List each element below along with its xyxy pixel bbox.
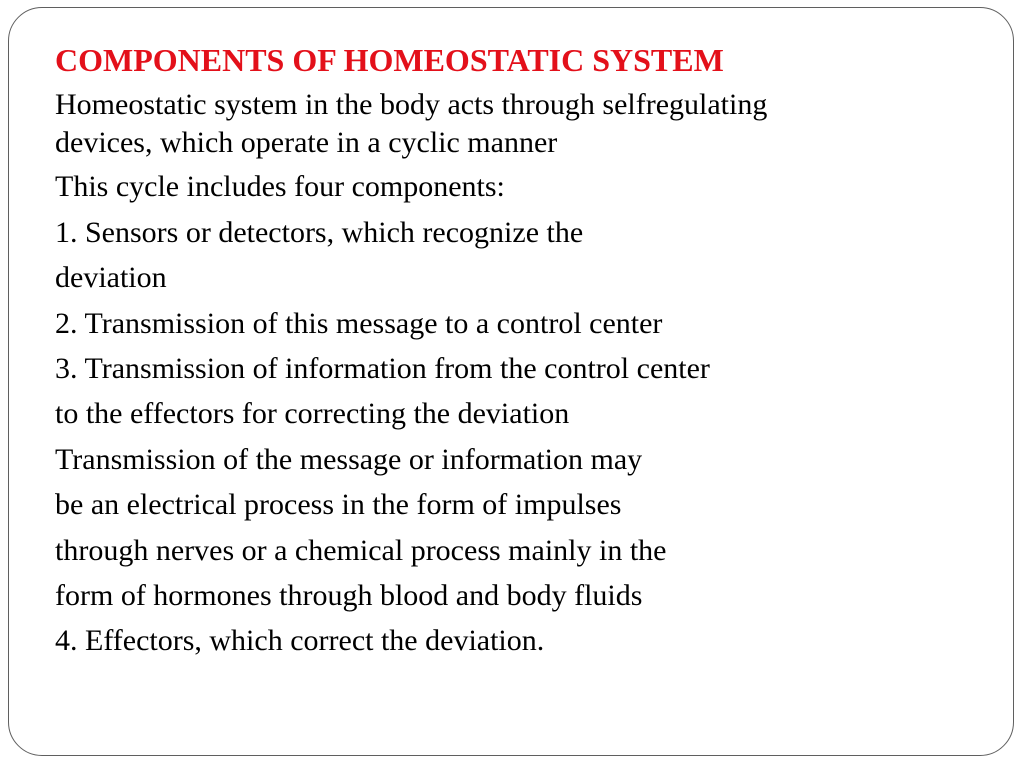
body-line-5: deviation xyxy=(55,261,167,294)
body-line-7: 3. Transmission of information from the control center xyxy=(55,352,710,385)
body-line-1: Homeostatic system in the body acts through selfregulating xyxy=(55,88,768,121)
body-line-10: be an electrical process in the form of impulses xyxy=(55,488,622,521)
body-line-4: 1. Sensors or detectors, which recognize the xyxy=(55,216,584,249)
slide-title: COMPONENTS OF HOMEOSTATIC SYSTEM xyxy=(55,42,724,78)
body-line-2: devices, which operate in a cyclic manner xyxy=(55,126,558,159)
body-line-3: This cycle includes four components: xyxy=(55,170,505,203)
body-line-11: through nerves or a chemical process mainly in the xyxy=(55,534,667,567)
body-line-12: form of hormones through blood and body fluids xyxy=(55,579,643,612)
body-line-8: to the effectors for correcting the deviation xyxy=(55,397,570,430)
body-line-6: 2. Transmission of this message to a control center xyxy=(55,307,663,340)
body-line-9: Transmission of the message or information may xyxy=(55,443,643,476)
body-line-13: 4. Effectors, which correct the deviation. xyxy=(55,624,545,657)
